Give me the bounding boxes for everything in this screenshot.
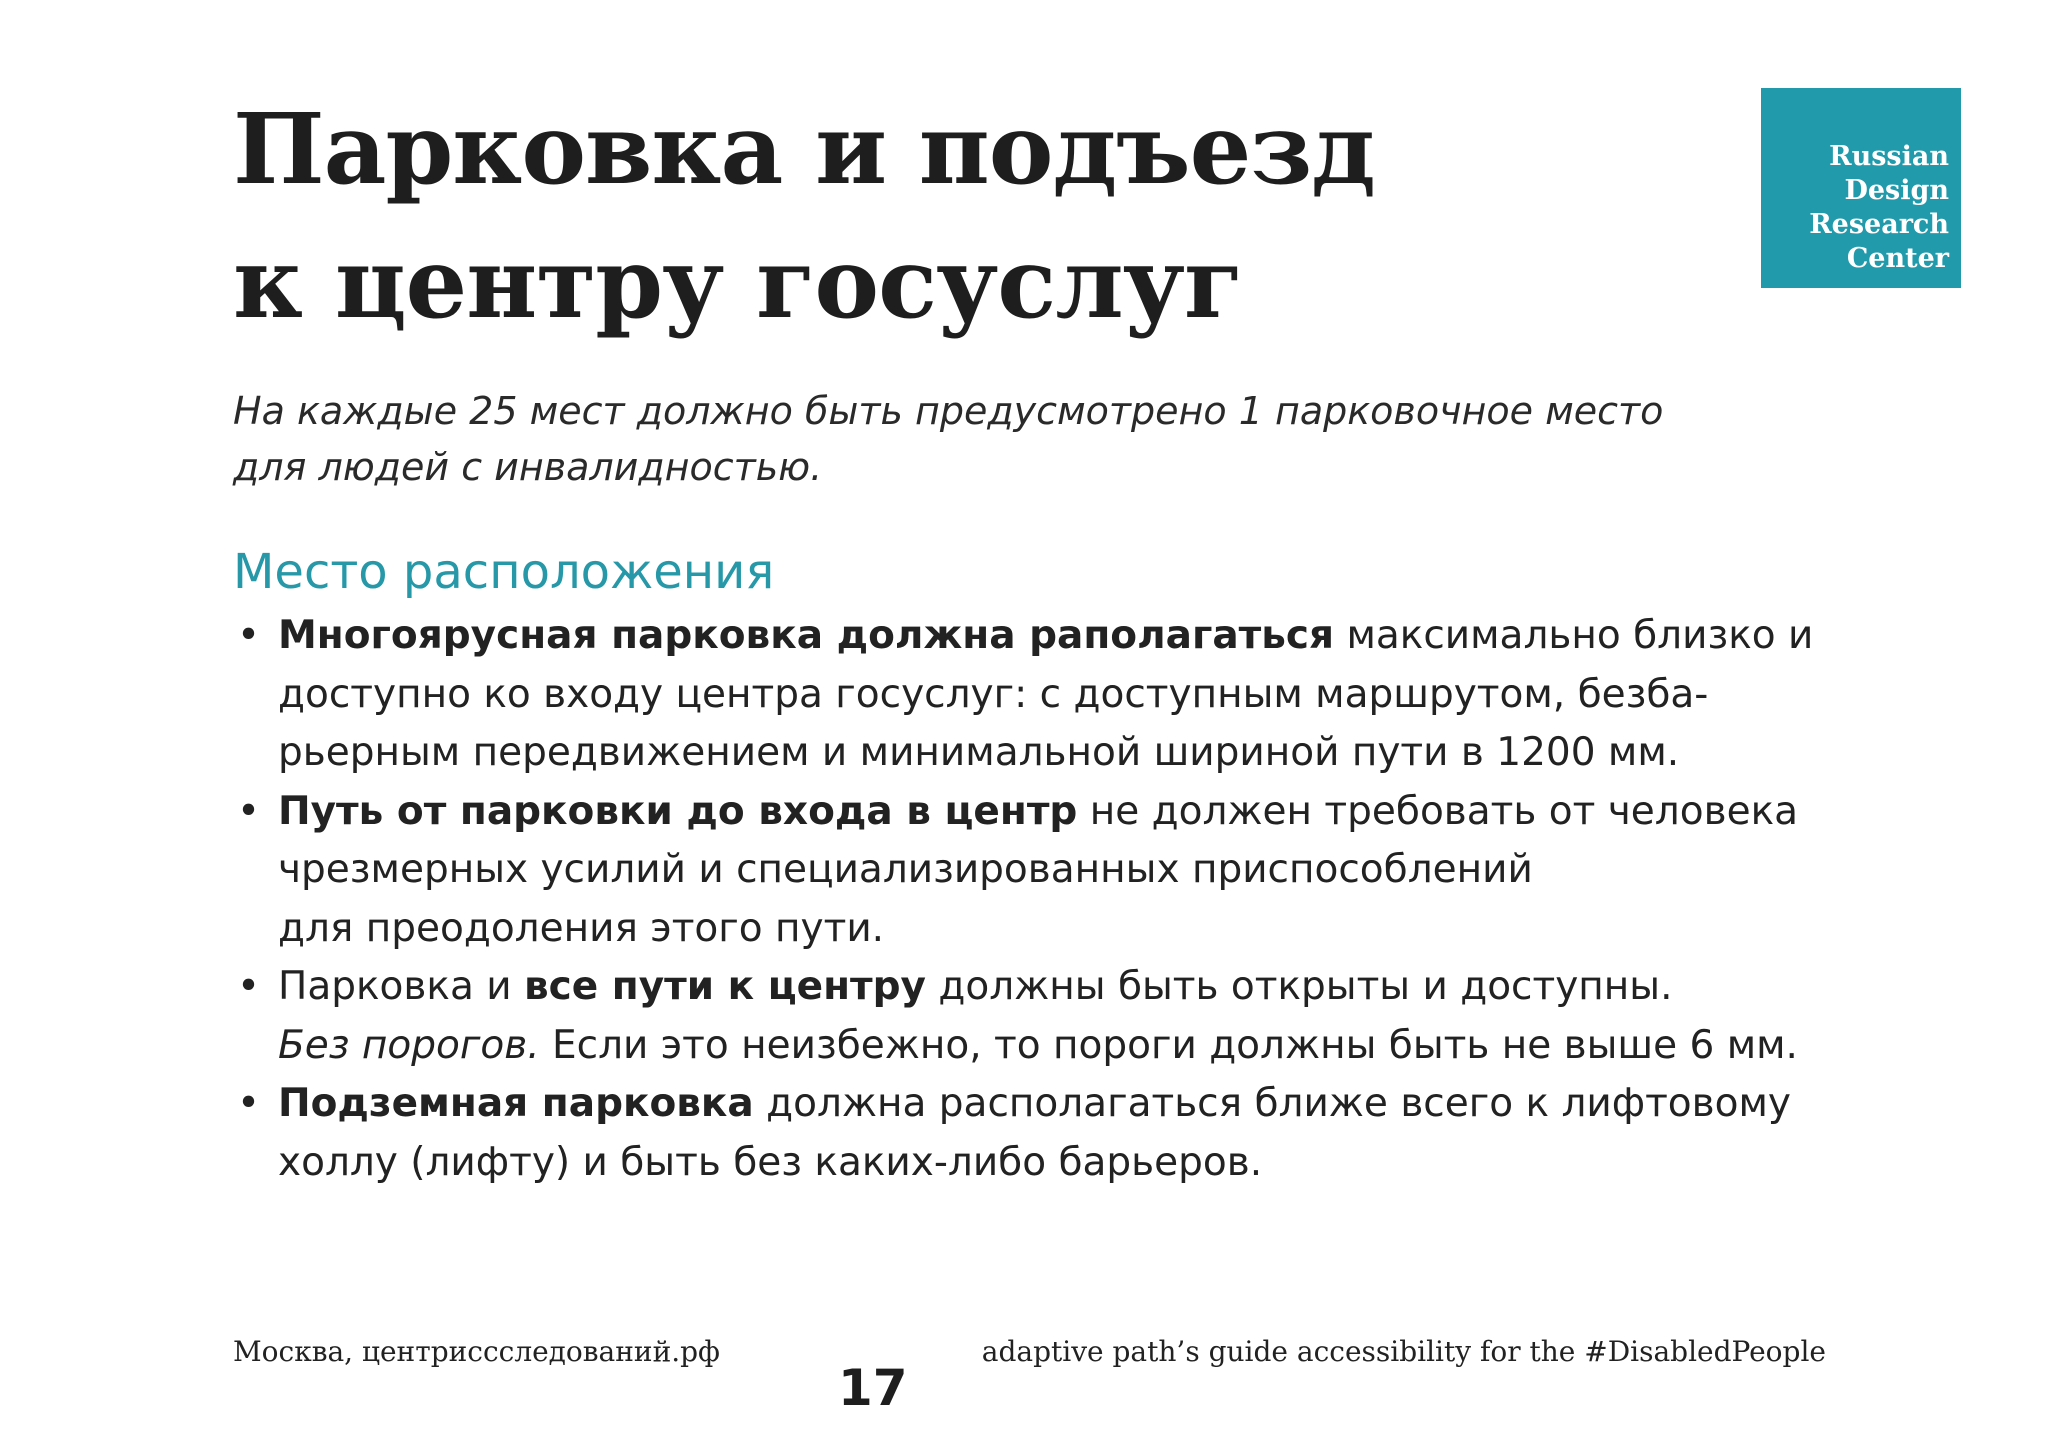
list-item-line: доступно ко входу центра госуслуг: с доступным маршрутом, безба- bbox=[278, 671, 1709, 717]
list-item bbox=[233, 1075, 1893, 1192]
footer-location: Москва, центриссследований.рф bbox=[233, 1335, 720, 1368]
list-item-bold: все пути к центру bbox=[523, 964, 926, 1009]
list-item bbox=[233, 783, 1893, 959]
page-number: 17 bbox=[838, 1359, 908, 1417]
list-item-line: холлу (лифту) и быть без каких-либо барьеров. bbox=[278, 1139, 1263, 1185]
list-item-bold: Путь от парковки до входа в центр bbox=[278, 788, 1078, 834]
list-item-text: должна располагаться ближе всего к лифтовому bbox=[753, 1081, 1791, 1126]
bullet-dot: • bbox=[237, 964, 261, 1009]
page-title-line-2: к центру госуслуг bbox=[233, 226, 1243, 340]
list-item-bold: Многоярусная парковка должна раполагаться bbox=[278, 613, 1335, 658]
list-item-text: должны быть открыты и доступны. bbox=[925, 964, 1673, 1009]
list-item-line: рьерным передвижением и минимальной шириной пути в 1200 мм. bbox=[278, 730, 1680, 775]
logo-text bbox=[1809, 140, 1949, 276]
list-item-line: для преодоления этого пути. bbox=[278, 905, 885, 951]
page-title bbox=[233, 82, 1375, 350]
list-item-line bbox=[278, 607, 1893, 666]
rdrc-logo bbox=[1761, 88, 1961, 288]
list-item-line bbox=[278, 958, 1893, 1017]
list-item-text: Если это неизбежно, то пороги должны быть не выше 6 мм. bbox=[539, 1022, 1798, 1068]
list-item-text: максимально близко и bbox=[1334, 613, 1814, 658]
list-item bbox=[233, 607, 1893, 783]
logo-line-2: Design bbox=[1844, 175, 1949, 206]
intro-line-2: для людей с инвалидностью. bbox=[233, 445, 823, 489]
list-item-line: чрезмерных усилий и специализированных приспособлений bbox=[278, 847, 1533, 892]
bullet-list bbox=[233, 607, 1893, 1192]
list-item bbox=[233, 958, 1893, 1075]
logo-line-1: Russian bbox=[1829, 141, 1949, 172]
intro-line-1: На каждые 25 мест должно быть предусмотрено 1 парковочное место bbox=[233, 389, 1664, 433]
bullet-dot: • bbox=[237, 788, 261, 834]
list-item-line bbox=[278, 783, 1893, 842]
list-item-text: не должен требовать от человека bbox=[1077, 788, 1799, 834]
bullet-dot: • bbox=[237, 613, 261, 658]
intro-paragraph bbox=[233, 383, 1833, 495]
logo-line-4: Center bbox=[1846, 243, 1949, 274]
page-title-line-1: Парковка и подъезд bbox=[233, 92, 1375, 206]
list-item-line bbox=[278, 1017, 1893, 1076]
logo-line-3: Research bbox=[1809, 209, 1949, 240]
list-item-line bbox=[278, 1075, 1893, 1134]
list-item-bold: Подземная парковка bbox=[278, 1081, 754, 1126]
list-item-italic: Без порогов. bbox=[278, 1022, 540, 1068]
bullet-dot: • bbox=[237, 1081, 261, 1126]
list-item-text: Парковка и bbox=[278, 964, 524, 1009]
section-heading: Место расположения bbox=[233, 544, 775, 600]
footer-guide-title: adaptive path’s guide accessibility for the #DisabledPeople bbox=[981, 1335, 1826, 1368]
